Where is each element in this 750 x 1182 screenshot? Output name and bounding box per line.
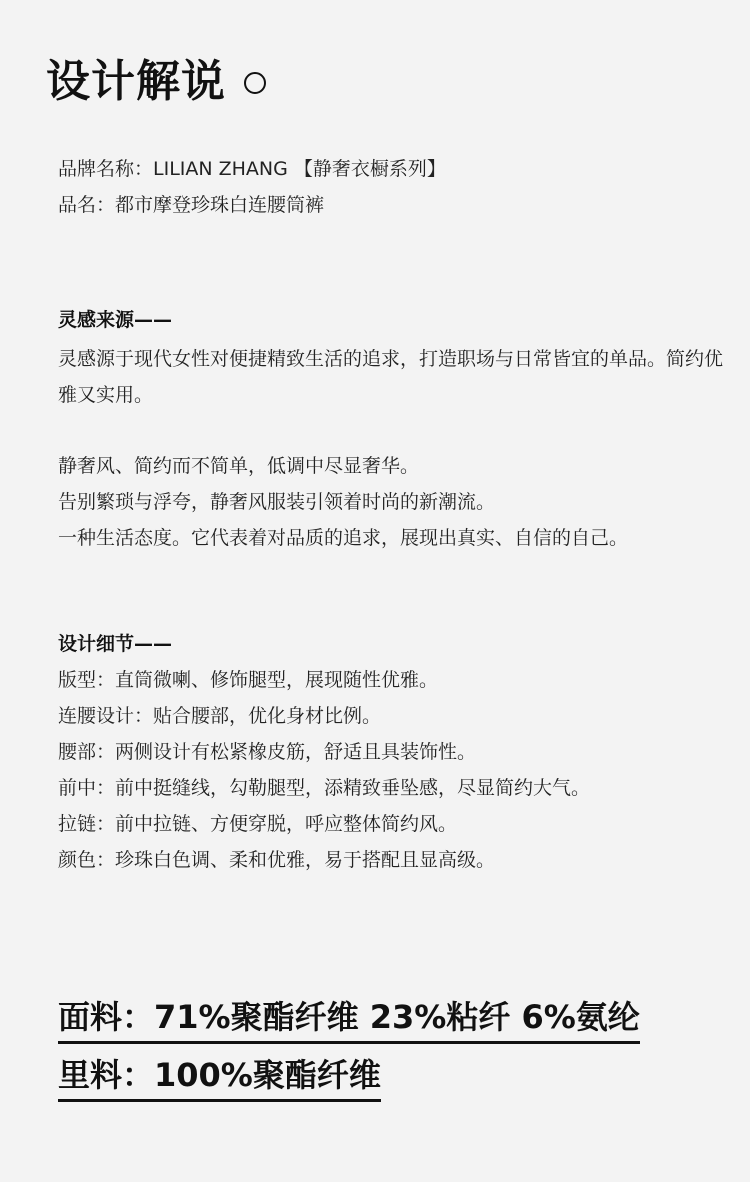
style-line: 静奢风、简约而不简单，低调中尽显奢华。 (58, 455, 420, 477)
style-paragraph (58, 448, 728, 556)
style-line: 一种生活态度。它代表着对品质的追求，展现出真实、自信的自己。 (58, 527, 629, 549)
inspiration-heading: 灵感来源—— (58, 309, 173, 331)
inspiration-body-block (58, 341, 728, 413)
circle-icon (244, 72, 266, 94)
lining-composition: 里料：100%聚酯纤维 (58, 1053, 381, 1102)
design-details (58, 626, 728, 878)
page-title-row (46, 52, 266, 112)
detail-item: 连腰设计：贴合腰部，优化身材比例。 (58, 705, 382, 727)
style-line: 告别繁琐与浮夸，静奢风服装引领着时尚的新潮流。 (58, 491, 496, 513)
product-name: 品名：都市摩登珍珠白连腰筒裤 (58, 194, 325, 216)
detail-item: 腰部：两侧设计有松紧橡皮筋，舒适且具装饰性。 (58, 741, 477, 763)
fabric-composition: 面料：71%聚酯纤维 23%粘纤 6%氨纶 (58, 995, 640, 1044)
inspiration-body: 灵感源于现代女性对便捷精致生活的追求，打造职场与日常皆宜的单品。简约优雅又实用。 (58, 348, 724, 406)
detail-item: 前中：前中挺缝线，勾勒腿型，添精致垂坠感，尽显简约大气。 (58, 777, 591, 799)
inspiration-heading-block (58, 302, 728, 338)
brand-name: 品牌名称：LILIAN ZHANG 【静奢衣橱系列】 (58, 158, 446, 180)
design-details-heading: 设计细节—— (58, 633, 173, 655)
detail-item: 版型：直筒微喇、修饰腿型，展现随性优雅。 (58, 669, 439, 691)
detail-item: 拉链：前中拉链、方便穿脱，呼应整体简约风。 (58, 813, 458, 835)
page-title: 设计解说 (46, 56, 226, 107)
detail-item: 颜色：珍珠白色调、柔和优雅，易于搭配且显高级。 (58, 849, 496, 871)
product-info (58, 151, 728, 223)
